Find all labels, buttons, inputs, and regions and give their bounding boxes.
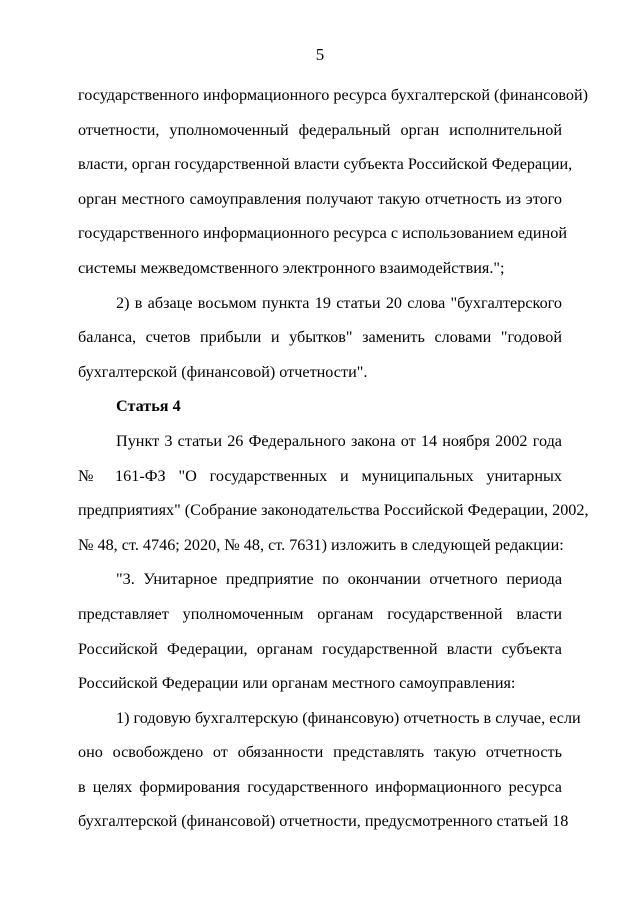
text-line: 1) годовую бухгалтерскую (финансовую) отчетность в случае, если	[116, 708, 581, 727]
text-line: отчетности, уполномоченный федеральный орган исполнительной	[78, 120, 562, 139]
text-line: бухгалтерской (финансовой) отчетности, предусмотренного статьей 18	[78, 812, 569, 831]
text-line: "3. Унитарное предприятие по окончании отчетного периода	[116, 570, 562, 589]
text-line: Российской Федерации, органам государственной власти субъекта	[78, 639, 562, 658]
paragraph-subpoint-1	[78, 701, 581, 839]
document-body	[78, 78, 589, 839]
text-line: орган местного самоуправления получают такую отчетность из этого	[78, 189, 562, 208]
paragraph-item-2	[78, 286, 562, 390]
paragraph-point-3	[78, 562, 562, 700]
text-line: Российской Федерации или органам местного самоуправления:	[78, 674, 516, 693]
text-line: баланса, счетов прибыли и убытков" заменить словами "годовой	[78, 328, 562, 347]
text-line: № 48, ст. 4746; 2020, № 48, ст. 7631) изложить в следующей редакции:	[78, 535, 564, 554]
text-line: системы межведомственного электронного взаимодействия.";	[78, 258, 505, 277]
text-line: оно освобождено от обязанности представлять такую отчетность	[78, 743, 562, 762]
text-line: бухгалтерской (финансовой) отчетности".	[78, 362, 368, 381]
text-line: № 161-ФЗ "О государственных и муниципальных унитарных	[78, 466, 562, 485]
paragraph-continuation	[78, 78, 589, 286]
text-line: предприятиях" (Собрание законодательства Российской Федерации, 2002,	[78, 501, 589, 520]
text-line: государственного информационного ресурса с использованием единой	[78, 224, 568, 243]
text-line: в целях формирования государственного информационного ресурса	[78, 777, 562, 796]
article-heading: Статья 4	[116, 397, 181, 416]
paragraph-article-4	[78, 424, 589, 562]
text-line: Пункт 3 статьи 26 Федерального закона от 14 ноября 2002 года	[116, 431, 562, 450]
text-line: государственного информационного ресурса бухгалтерской (финансовой)	[78, 86, 589, 104]
text-line: 2) в абзаце восьмом пункта 19 статьи 20 слова "бухгалтерского	[116, 293, 562, 312]
page-number: 5	[315, 45, 325, 64]
text-line: власти, орган государственной власти субъекта Российской Федерации,	[78, 155, 573, 174]
text-line: представляет уполномоченным органам государственной власти	[78, 604, 562, 623]
